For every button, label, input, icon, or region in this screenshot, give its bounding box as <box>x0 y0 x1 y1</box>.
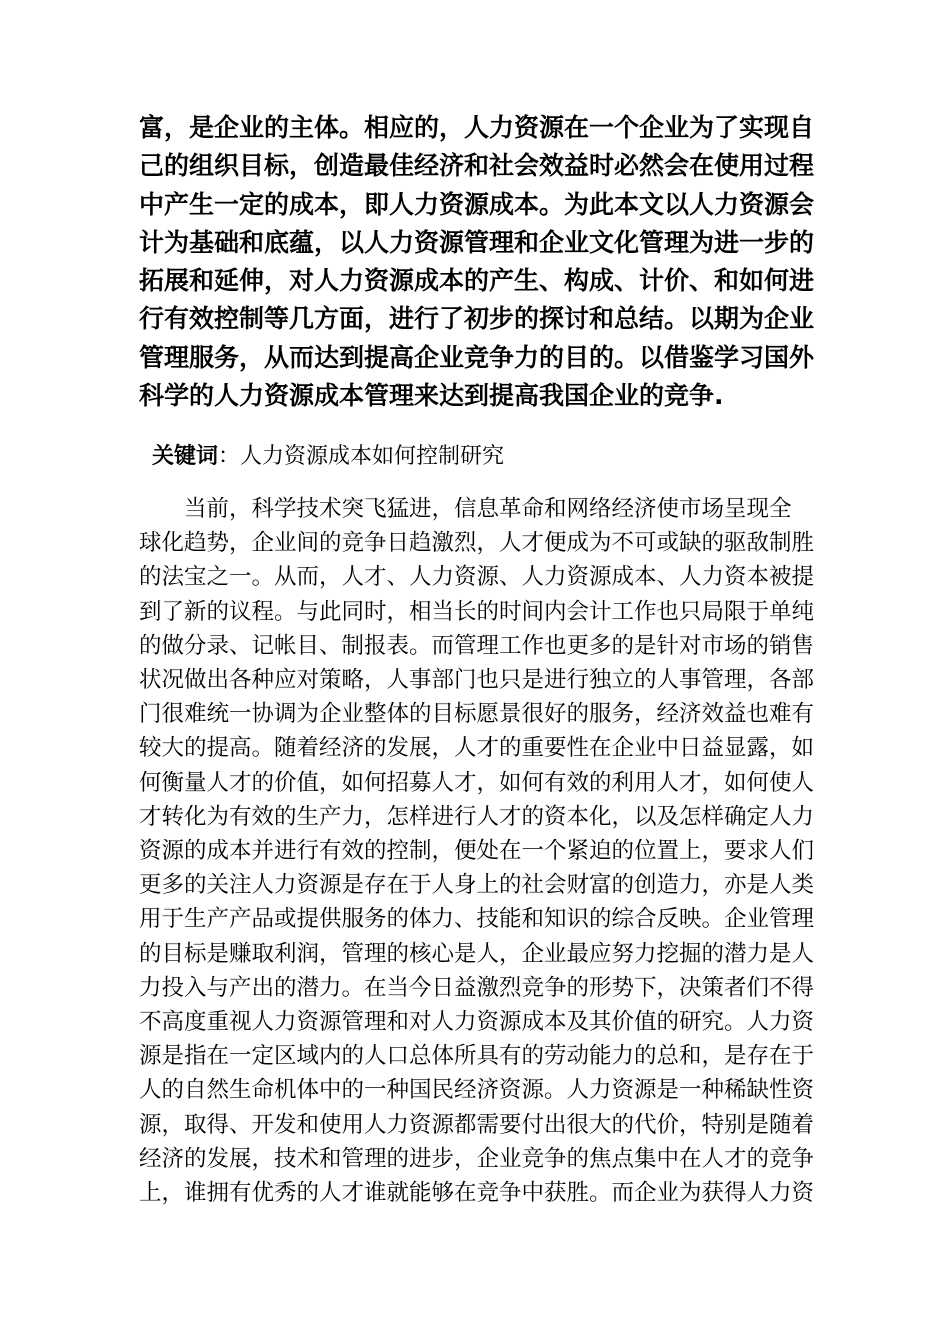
body-line: 的法宝之一。从而，人才、人力资源、人力资源成本、人力资本被提 <box>139 564 815 591</box>
body-line: 球化趋势，企业间的竞争日趋激烈，人才便成为不可或缺的驱敌制胜 <box>139 530 815 557</box>
body-line: 源是指在一定区域内的人口总体所具有的劳动能力的总和，是存在于 <box>139 1043 815 1070</box>
abstract-line: 科学的人力资源成本管理来达到提高我国企业的竞争. <box>139 381 724 411</box>
abstract-line: 富，是企业的主体。相应的，人力资源在一个企业为了实现自 <box>139 113 815 142</box>
body-line: 资源的成本并进行有效的控制，便处在一个紧迫的位置上，要求人们 <box>139 838 815 865</box>
body-paragraph <box>139 492 829 1210</box>
abstract-line: 中产生一定的成本，即人力资源成本。为此本文以人力资源会 <box>139 189 815 219</box>
body-line: 源，取得、开发和使用人力资源都需要付出很大的代价，特别是随着 <box>139 1111 815 1138</box>
body-line: 状况做出各种应对策略，人事部门也只是进行独立的人事管理，各部 <box>139 667 815 694</box>
abstract-paragraph <box>139 109 815 415</box>
body-line: 更多的关注人力资源是存在于人身上的社会财富的创造力，亦是人类 <box>139 872 815 899</box>
body-line: 较大的提高。随着经济的发展，人才的重要性在企业中日益显露，如 <box>139 735 815 762</box>
abstract-line: 管理服务，从而达到提高企业竞争力的目的。以借鉴学习国外 <box>139 342 815 372</box>
body-line: 不高度重视人力资源管理和对人力资源成本及其价值的研究。人力资 <box>139 1009 815 1036</box>
body-line: 才转化为有效的生产力，怎样进行人才的资本化，以及怎样确定人力 <box>139 803 815 830</box>
abstract-line: 计为基础和底蕴，以人力资源管理和企业文化管理为进一步的 <box>139 227 815 257</box>
body-line: 上，谁拥有优秀的人才谁就能够在竞争中获胜。而企业为获得人力资 <box>139 1180 815 1207</box>
keywords-text: 人力资源成本如何控制研究 <box>240 444 505 469</box>
body-line: 力投入与产出的潜力。在当今日益激烈竞争的形势下，决策者们不得 <box>139 974 815 1001</box>
abstract-line: 行有效控制等几方面，进行了初步的探讨和总结。以期为企业 <box>139 304 815 334</box>
body-line: 的目标是赚取利润，管理的核心是人，企业最应努力挖掘的潜力是人 <box>139 940 815 967</box>
body-line: 当前，科学技术突飞猛进，信息革命和网络经济使市场呈现全 <box>139 496 792 522</box>
body-line: 人的自然生命机体中的一种国民经济资源。人力资源是一种稀缺性资 <box>139 1077 815 1104</box>
body-line: 经济的发展，技术和管理的进步，企业竞争的焦点集中在人才的竞争 <box>139 1145 815 1172</box>
keywords-line <box>152 440 504 473</box>
keywords-label: 关键词 <box>152 444 219 469</box>
body-line: 的做分录、记帐目、制报表。而管理工作也更多的是针对市场的销售 <box>139 632 815 659</box>
keywords-separator: ： <box>218 444 241 469</box>
body-line: 用于生产产品或提供服务的体力、技能和知识的综合反映。企业管理 <box>139 906 815 933</box>
abstract-line: 拓展和延伸，对人力资源成本的产生、构成、计价、和如何进 <box>139 266 815 296</box>
body-line: 到了新的议程。与此同时，相当长的时间内会计工作也只局限于单纯 <box>139 598 815 625</box>
body-line: 门很难统一协调为企业整体的目标愿景很好的服务，经济效益也难有 <box>139 701 815 728</box>
body-line: 何衡量人才的价值，如何招募人才，如何有效的利用人才，如何使人 <box>139 769 815 796</box>
abstract-line: 己的组织目标，创造最佳经济和社会效益时必然会在使用过程 <box>139 151 815 181</box>
